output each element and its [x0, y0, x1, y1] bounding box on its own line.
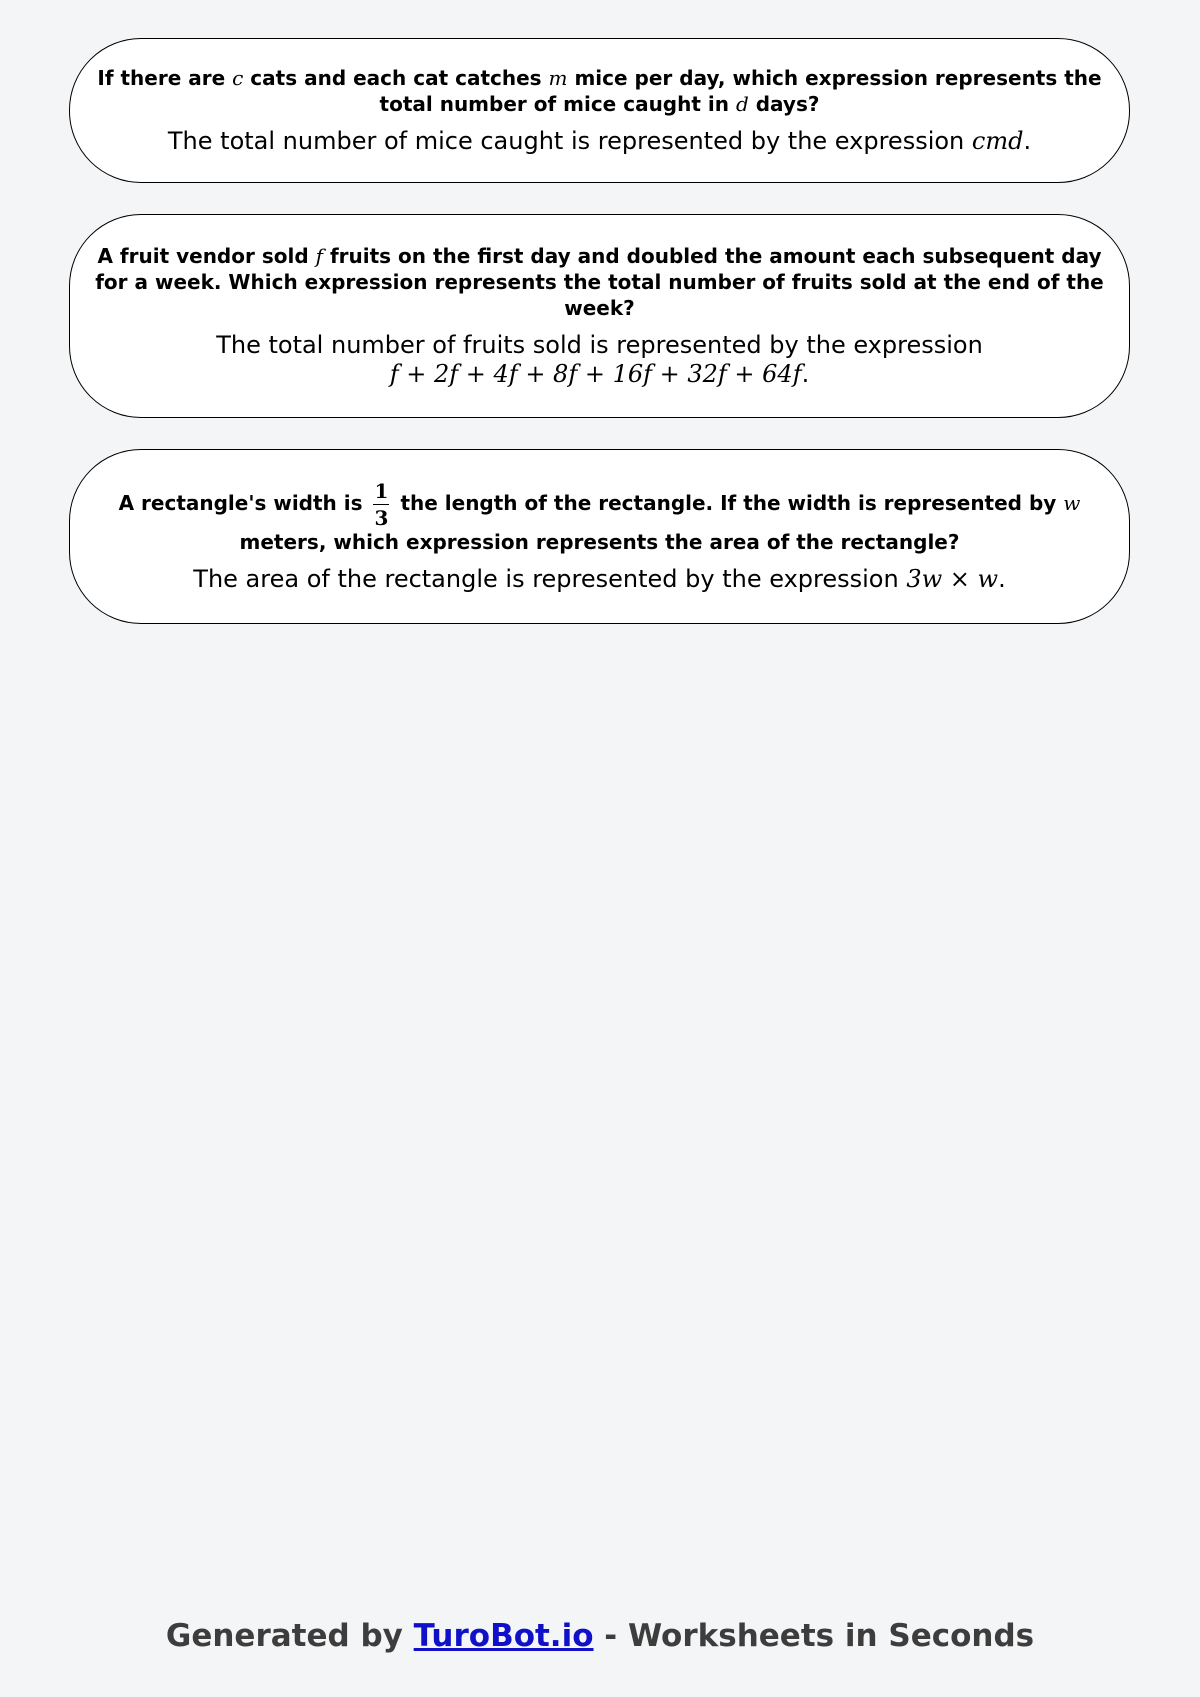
footer-credit: Generated by TuroBot.io - Worksheets in Seconds: [165, 1618, 1035, 1654]
math-variable: f: [315, 244, 323, 268]
question-text-2: A fruit vendor sold f fruits on the first day and doubled the amount each subsequent day for a week. Which expression represents the total number of fruits sold at the end of the week?: [95, 244, 1104, 320]
math-variable: w: [1063, 490, 1081, 515]
answer-text-1: The total number of mice caught is represented by the expression cmd.: [167, 127, 1032, 155]
question-card-3: [69, 449, 1130, 624]
question-text-1: If there are c cats and each cat catches m mice per day, which expression represents the total number of mice caught in d days?: [97, 66, 1102, 116]
question-card-1: [69, 38, 1130, 183]
math-variable: c: [232, 66, 244, 90]
answer-expression: 3w × w: [906, 564, 999, 593]
fraction-one-third: $\frac{1}{3}$: [374, 478, 389, 530]
math-variable: d: [735, 92, 749, 116]
question-card-2: [69, 214, 1130, 418]
answer-text-2: The total number of fruits sold is represented by the expression f + 2f + 4f + 8f + 16f + 32f + 64f.: [216, 331, 983, 388]
answer-text-3: The area of the rectangle is represented by the expression 3w × w.: [193, 564, 1006, 593]
turobot-link[interactable]: TuroBot.io: [413, 1618, 594, 1654]
answer-expression: f + 2f + 4f + 8f + 16f + 32f + 64f: [389, 360, 802, 388]
math-variable: m: [548, 66, 568, 90]
answer-expression: cmd: [971, 127, 1024, 155]
question-text-3: A rectangle's width is $\frac{1}{3}$ the length of the rectangle. If the width is represented by w meters, which expression represents the area of the rectangle?: [118, 478, 1081, 554]
